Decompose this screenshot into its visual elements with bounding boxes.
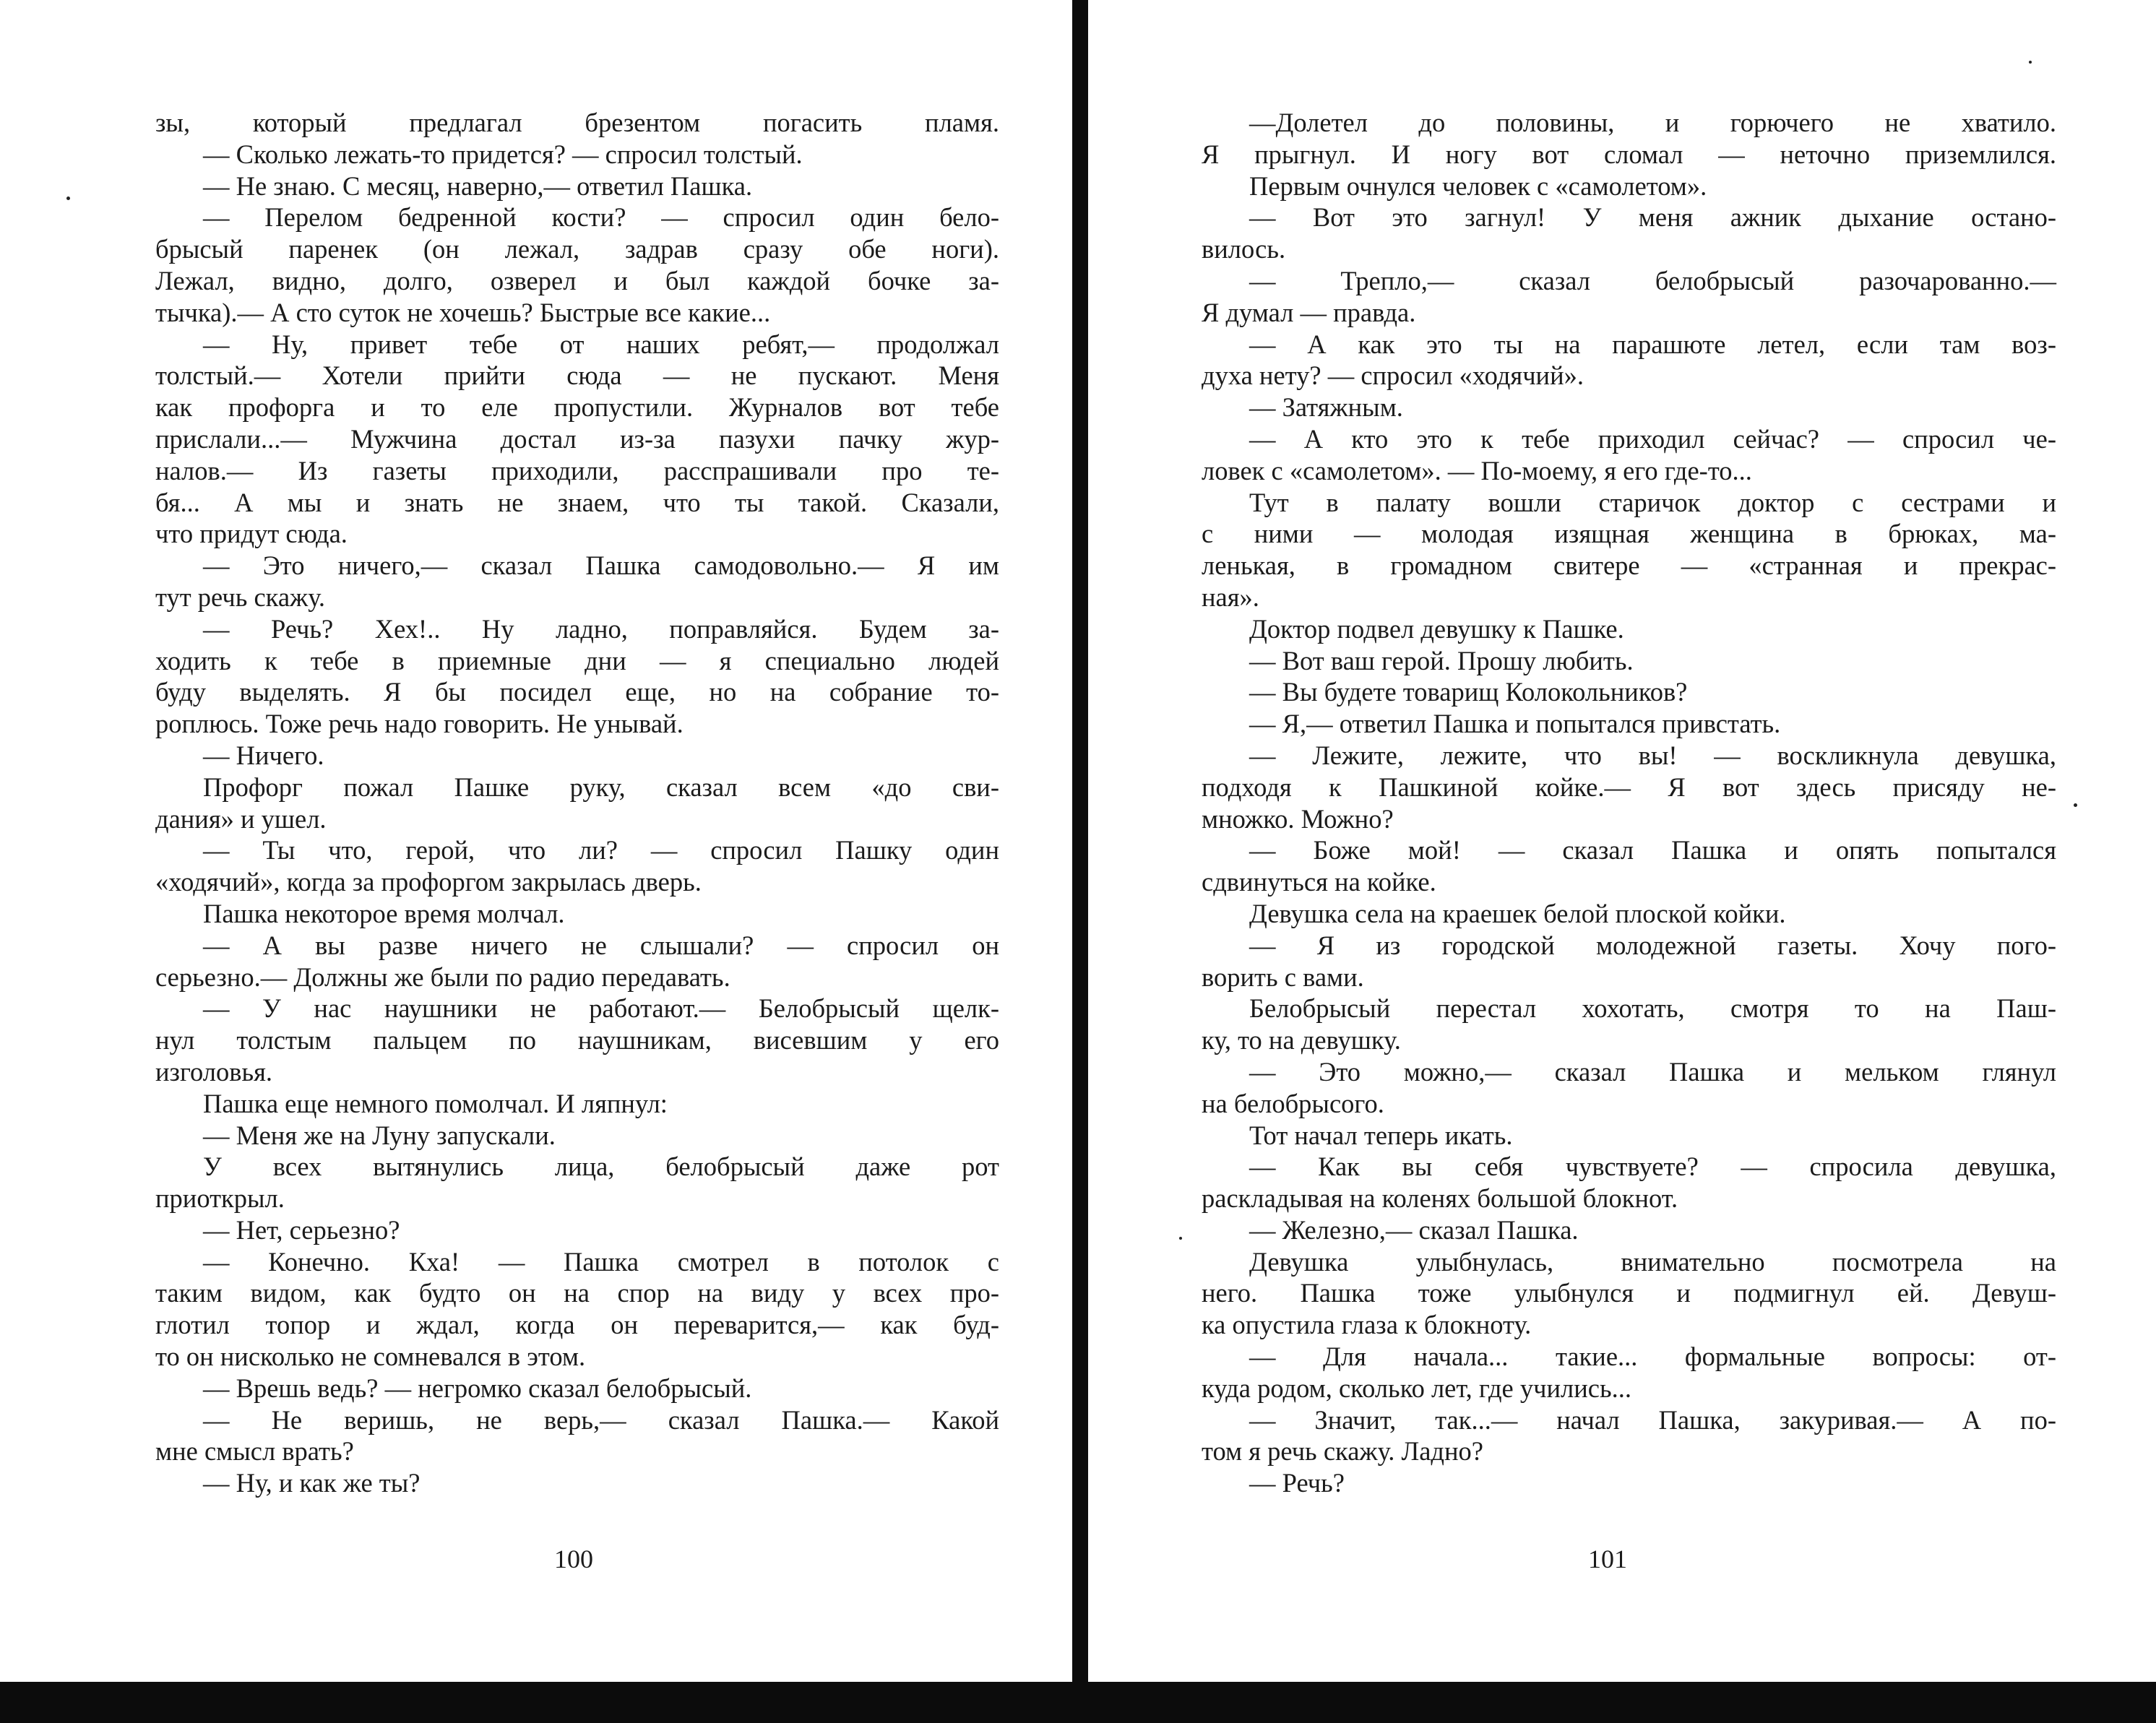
text-line: — Ну, и как же ты? xyxy=(203,1468,421,1498)
page-number-left: 100 xyxy=(554,1545,593,1573)
text-line: — Железно,— сказал Пашка. xyxy=(1249,1214,1579,1245)
scan-speck xyxy=(2029,61,2032,64)
text-line: ная». xyxy=(1202,582,1259,612)
text-line: Девушка села на краешек белой плоской койки. xyxy=(1249,898,1786,928)
text-line: дания» и ушел. xyxy=(155,803,327,834)
text-line: мне смысл врать? xyxy=(155,1436,354,1467)
text-line: нул толстым пальцем по наушникам, висевшим у его xyxy=(155,1025,999,1055)
text-line: Профорг пожал Пашке руку, сказал всем «до сви- xyxy=(203,772,999,802)
book-gutter xyxy=(1072,0,1088,1723)
text-line: Я прыгнул. И ногу вот сломал — неточно приземлился. xyxy=(1202,139,2056,169)
text-line: — А как это ты на парашюте летел, если там воз- xyxy=(1249,329,2056,359)
right-page xyxy=(1098,0,2156,1683)
text-line: зы, который предлагал брезентом погасить пламя. xyxy=(155,108,999,137)
text-line: — Боже мой! — сказал Пашка и опять попытался xyxy=(1249,835,2056,865)
text-line: приоткрыл. xyxy=(155,1183,285,1214)
text-line: тычка).— А сто суток не хочешь? Быстрые все какие... xyxy=(155,297,771,327)
text-line: — Ты что, герой, что ли? — спросил Пашку один xyxy=(203,835,999,865)
text-line: ка опустила глаза к блокноту. xyxy=(1202,1310,1532,1340)
text-line: — Меня же на Луну запускали. xyxy=(203,1120,556,1150)
text-line: —Долетел до половины, и горючего не хватило. xyxy=(1249,108,2056,137)
text-line: — Конечно. Кха! — Пашка смотрел в потолок с xyxy=(203,1246,999,1277)
text-line: — Перелом бедренной кости? — спросил один бело- xyxy=(203,202,999,233)
text-line: — Не веришь, не верь,— сказал Пашка.— Какой xyxy=(203,1404,999,1435)
scan-speck xyxy=(1179,1237,1182,1240)
text-line: — Вы будете товарищ Колокольников? xyxy=(1249,677,1688,707)
text-line: — Значит, так...— начал Пашка, закуривая.— А по- xyxy=(1249,1404,2056,1435)
text-line: роплюсь. Тоже речь надо говорить. Не унывай. xyxy=(155,709,684,739)
text-line: Тут в палату вошли старичок доктор с сестрами и xyxy=(1249,487,2056,517)
text-line: — Это ничего,— сказал Пашка самодовольно.— Я им xyxy=(203,550,999,581)
text-line: то он нисколько не сомневался в этом. xyxy=(155,1342,586,1372)
text-line: духа нету? — спросил «ходячий». xyxy=(1202,360,1584,391)
text-line: прислали...— Мужчина достал из-за пазухи пачку жур- xyxy=(155,423,999,454)
text-line: ходить к тебе в приемные дни — я специально людей xyxy=(155,645,999,675)
scan-speck xyxy=(2074,803,2077,807)
text-line: — Я,— ответил Пашка и попытался привстать. xyxy=(1249,709,1781,739)
text-line: — Ничего. xyxy=(203,740,324,770)
text-line: — Врешь ведь? — негромко сказал белобрысый. xyxy=(203,1373,752,1403)
text-line: — Это можно,— сказал Пашка и мельком глянул xyxy=(1249,1056,2056,1087)
text-line: — Лежите, лежите, что вы! — воскликнула девушка, xyxy=(1249,740,2056,770)
text-line: таким видом, как будто он на спор на виду у всех про- xyxy=(155,1278,999,1308)
text-line: — Я из городской молодежной газеты. Хочу пого- xyxy=(1249,930,2056,960)
text-line: Доктор подвел девушку к Пашке. xyxy=(1249,613,1624,644)
text-line: — Как вы себя чувствуете? — спросила девушка, xyxy=(1249,1152,2056,1182)
text-line: Девушка улыбнулась, внимательно посмотрела на xyxy=(1249,1246,2056,1277)
text-line: глотил топор и ждал, когда он переварится,— как буд- xyxy=(155,1310,999,1340)
scan-speck xyxy=(66,197,70,200)
text-line: вилось. xyxy=(1202,234,1286,264)
text-line: буду выделять. Я бы посидел еще, но на собрание то- xyxy=(155,677,999,707)
scan-bottom-edge xyxy=(0,1682,2156,1723)
left-page-text xyxy=(155,107,999,1499)
text-line: брысый паренек (он лежал, задрав сразу обе ноги). xyxy=(155,234,999,264)
text-line: — Трепло,— сказал белобрысый разочарованно.— xyxy=(1249,265,2056,295)
left-page xyxy=(0,0,1066,1683)
text-line: — Нет, серьезно? xyxy=(203,1214,400,1245)
text-line: — У нас наушники не работают.— Белобрысый щелк- xyxy=(203,993,999,1024)
text-line: — Речь? Хех!.. Ну ладно, поправляйся. Будем за- xyxy=(203,613,999,644)
text-line: — А кто это к тебе приходил сейчас? — спросил че- xyxy=(1249,423,2056,454)
text-line: — Речь? xyxy=(1249,1468,1345,1498)
text-line: куда родом, сколько лет, где учились... xyxy=(1202,1373,1631,1403)
text-line: изголовья. xyxy=(155,1056,273,1087)
text-line: — Ну, привет тебе от наших ребят,— продолжал xyxy=(203,329,999,359)
text-line: раскладывая на коленях большой блокнот. xyxy=(1202,1183,1678,1214)
text-line: Первым очнулся человек с «самолетом». xyxy=(1249,170,1707,201)
text-line: Белобрысый перестал хохотать, смотря то на Паш- xyxy=(1249,993,2056,1024)
right-page-text xyxy=(1202,107,2056,1499)
text-line: — Сколько лежать-то придется? — спросил толстый. xyxy=(203,139,803,169)
text-line: — Для начала... такие... формальные вопросы: от- xyxy=(1249,1342,2056,1372)
text-line: толстый.— Хотели прийти сюда — не пускают. Меня xyxy=(155,360,999,391)
text-line: ворить с вами. xyxy=(1202,962,1364,992)
text-line: — А вы разве ничего не слышали? — спросил он xyxy=(203,930,999,960)
text-line: У всех вытянулись лица, белобрысый даже рот xyxy=(203,1152,999,1182)
text-line: сдвинуться на койке. xyxy=(1202,867,1436,897)
text-line: — Вот это загнул! У меня ажник дыхание остано- xyxy=(1249,202,2056,233)
text-line: Тот начал теперь икать. xyxy=(1249,1120,1513,1150)
text-line: с ними — молодая изящная женщина в брюках, ма- xyxy=(1202,519,2056,549)
text-line: — Вот ваш герой. Прошу любить. xyxy=(1249,645,1634,675)
page-number-right: 101 xyxy=(1588,1545,1627,1573)
text-line: Пашка еще немного помолчал. И ляпнул: xyxy=(203,1088,668,1118)
text-line: него. Пашка тоже улыбнулся и подмигнул ей. Девуш- xyxy=(1202,1278,2056,1308)
text-line: — Затяжным. xyxy=(1249,392,1403,423)
text-line: — Не знаю. С месяц, наверно,— ответил Пашка. xyxy=(203,170,753,201)
text-line: бя... А мы и знать не знаем, что ты такой. Сказали, xyxy=(155,487,999,517)
text-line: том я речь скажу. Ладно? xyxy=(1202,1436,1483,1467)
text-line: тут речь скажу. xyxy=(155,582,325,612)
text-line: «ходячий», когда за профоргом закрылась дверь. xyxy=(155,867,702,897)
text-line: серьезно.— Должны же были по радио передавать. xyxy=(155,962,730,992)
text-line: Я думал — правда. xyxy=(1202,297,1416,327)
text-line: на белобрысого. xyxy=(1202,1088,1384,1118)
text-line: подходя к Пашкиной койке.— Я вот здесь присяду не- xyxy=(1202,772,2056,802)
text-line: как профорга и то еле пропустили. Журналов вот тебе xyxy=(155,392,999,423)
text-line: Пашка некоторое время молчал. xyxy=(203,898,565,928)
text-line: множко. Можно? xyxy=(1202,803,1394,834)
text-line: Лежал, видно, долго, озверел и был каждой бочке за- xyxy=(155,265,999,295)
text-line: ку, то на девушку. xyxy=(1202,1025,1401,1055)
text-line: ленькая, в громадном свитере — «странная и прекрас- xyxy=(1202,550,2056,581)
text-line: что придут сюда. xyxy=(155,519,348,549)
text-line: ловек с «самолетом». — По-моему, я его где-то... xyxy=(1202,455,1752,485)
text-line: налов.— Из газеты приходили, расспрашивали про те- xyxy=(155,455,999,485)
